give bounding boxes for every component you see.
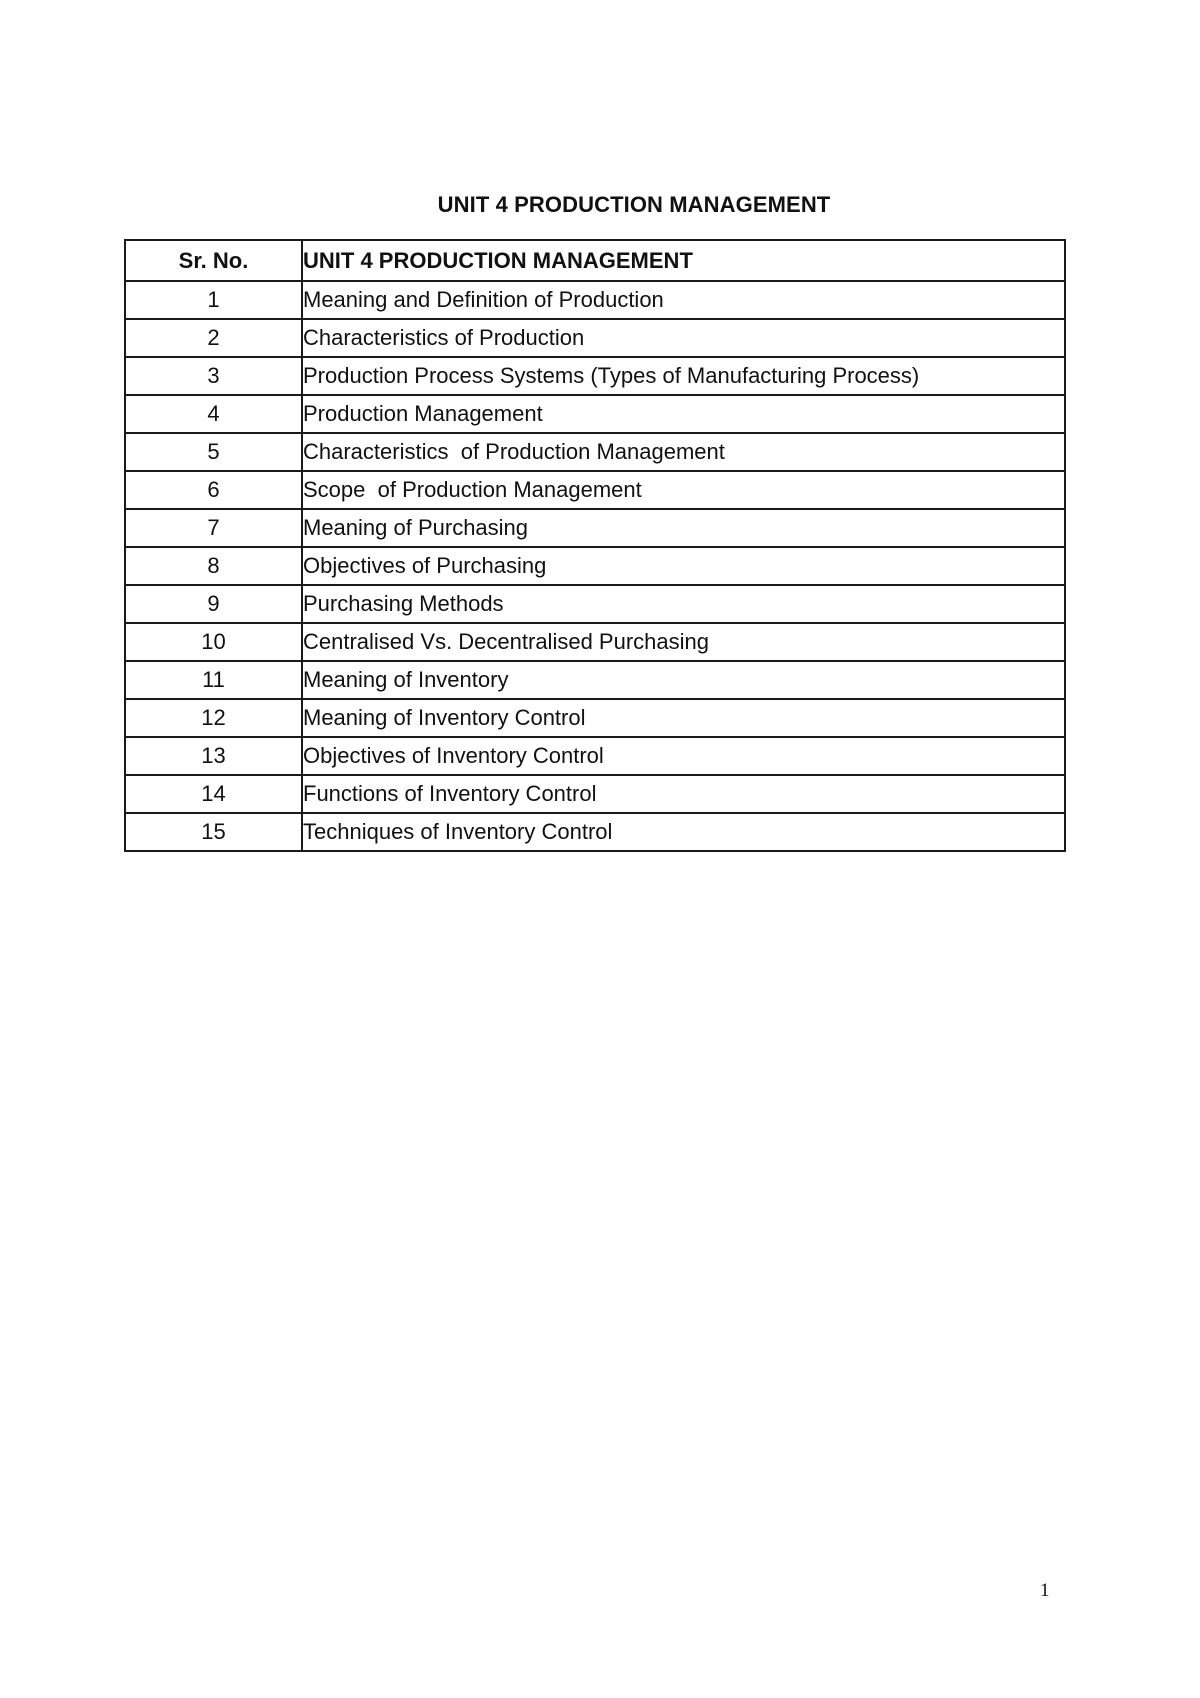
table-row <box>125 547 1065 585</box>
row-topic: Objectives of Inventory Control <box>302 737 1065 775</box>
row-serial-number: 7 <box>125 509 302 547</box>
row-topic: Centralised Vs. Decentralised Purchasing <box>302 623 1065 661</box>
table-row <box>125 813 1065 851</box>
row-serial-number: 11 <box>125 661 302 699</box>
table-row <box>125 699 1065 737</box>
row-serial-number: 4 <box>125 395 302 433</box>
row-serial-number: 2 <box>125 319 302 357</box>
row-topic: Techniques of Inventory Control <box>302 813 1065 851</box>
table-row <box>125 737 1065 775</box>
row-serial-number: 10 <box>125 623 302 661</box>
row-topic: Production Management <box>302 395 1065 433</box>
row-serial-number: 13 <box>125 737 302 775</box>
table-row <box>125 433 1065 471</box>
row-serial-number: 3 <box>125 357 302 395</box>
document-title: UNIT 4 PRODUCTION MANAGEMENT <box>437 192 831 217</box>
row-topic: Characteristics of Production <box>302 319 1065 357</box>
page-number: 1 <box>1040 1580 1050 1601</box>
row-topic: Scope of Production Management <box>302 471 1065 509</box>
row-serial-number: 15 <box>125 813 302 851</box>
header-topic: UNIT 4 PRODUCTION MANAGEMENT <box>302 240 1065 281</box>
row-topic: Meaning of Purchasing <box>302 509 1065 547</box>
row-topic: Functions of Inventory Control <box>302 775 1065 813</box>
row-topic: Characteristics of Production Management <box>302 433 1065 471</box>
table-row <box>125 661 1065 699</box>
table-header-row <box>125 240 1065 281</box>
table-row <box>125 585 1065 623</box>
table-row <box>125 509 1065 547</box>
table-row <box>125 395 1065 433</box>
row-topic: Purchasing Methods <box>302 585 1065 623</box>
row-serial-number: 9 <box>125 585 302 623</box>
row-topic: Meaning of Inventory <box>302 661 1065 699</box>
header-serial-number: Sr. No. <box>125 240 302 281</box>
table-row <box>125 471 1065 509</box>
row-topic: Meaning of Inventory Control <box>302 699 1065 737</box>
table-row <box>125 357 1065 395</box>
table-row <box>125 319 1065 357</box>
row-serial-number: 8 <box>125 547 302 585</box>
table-row <box>125 281 1065 319</box>
contents-table <box>124 239 1066 852</box>
row-serial-number: 1 <box>125 281 302 319</box>
row-serial-number: 14 <box>125 775 302 813</box>
table-row <box>125 775 1065 813</box>
table-row <box>125 623 1065 661</box>
row-topic: Meaning and Definition of Production <box>302 281 1065 319</box>
row-topic: Production Process Systems (Types of Manufacturing Process) <box>302 357 1065 395</box>
row-topic: Objectives of Purchasing <box>302 547 1065 585</box>
row-serial-number: 6 <box>125 471 302 509</box>
row-serial-number: 12 <box>125 699 302 737</box>
row-serial-number: 5 <box>125 433 302 471</box>
